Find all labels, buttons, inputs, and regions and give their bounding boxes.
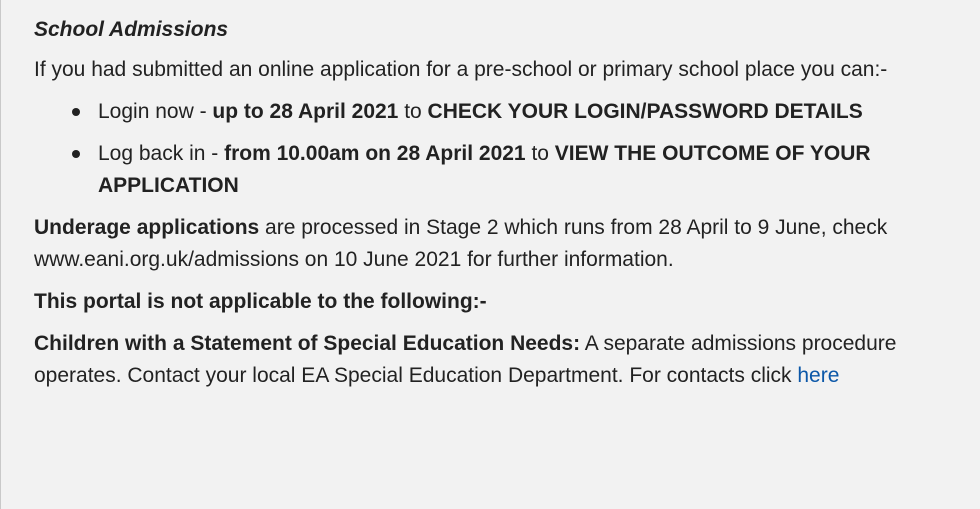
login-now-middle: to xyxy=(398,100,428,123)
list-item-login-now xyxy=(98,96,980,128)
special-needs-paragraph xyxy=(34,328,980,392)
log-back-in-prefix: Log back in - xyxy=(98,142,225,165)
not-applicable-heading xyxy=(34,286,980,318)
underage-paragraph xyxy=(34,212,980,276)
contacts-here-link[interactable]: here xyxy=(797,364,840,387)
log-back-in-middle: to xyxy=(525,142,555,165)
underage-heading: Underage applications xyxy=(34,216,260,239)
special-needs-heading: Children with a Statement of Special Education Needs: xyxy=(34,332,581,355)
options-list xyxy=(34,96,980,202)
log-back-in-date: from 10.00am on 28 April 2021 xyxy=(224,142,526,165)
intro-text: If you had submitted an online application for a pre-school or primary school place you can:- xyxy=(34,58,888,81)
bullet-icon xyxy=(72,150,80,158)
list-item-log-back-in xyxy=(98,138,980,202)
underage-text: are processed in Stage 2 which runs from 28 April to 9 June, check www.eani.org.uk/admissions on 10 June 2021 for further information. xyxy=(34,216,888,271)
special-needs-text: A separate admissions procedure operates. Contact your local EA Special Education Department. For contacts click xyxy=(34,332,897,387)
login-now-prefix: Login now - xyxy=(98,100,213,123)
login-now-date: up to 28 April 2021 xyxy=(212,100,399,123)
login-now-action: CHECK YOUR LOGIN/PASSWORD DETAILS xyxy=(427,100,863,123)
log-back-in-action: VIEW THE OUTCOME OF YOUR APPLICATION xyxy=(98,142,871,197)
not-applicable-text: This portal is not applicable to the following:- xyxy=(34,290,487,313)
bullet-icon xyxy=(72,108,80,116)
section-heading: School Admissions xyxy=(34,18,229,41)
